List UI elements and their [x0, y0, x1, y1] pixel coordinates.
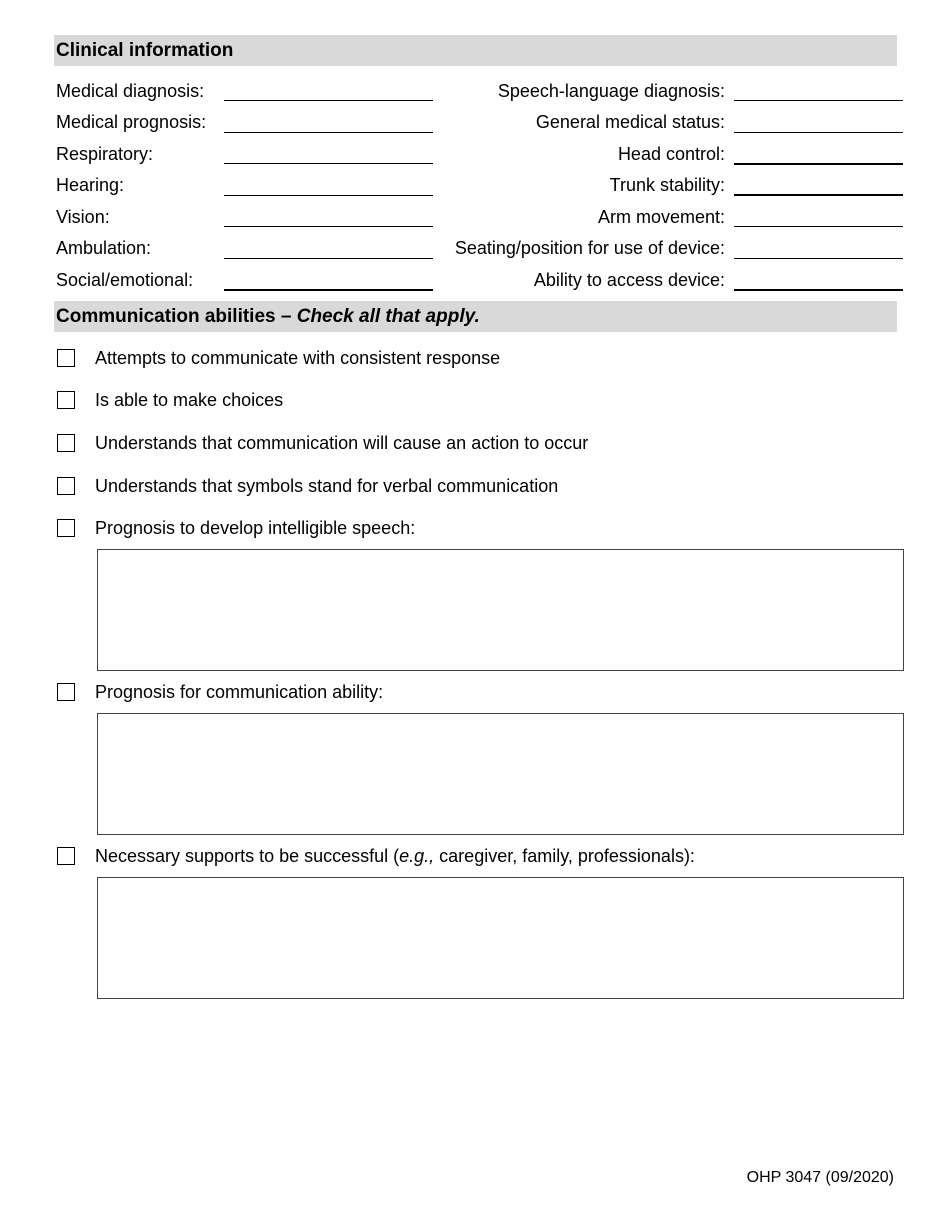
- ability-to-access-device-label: Ability to access device:: [533, 270, 725, 290]
- make-choices-label: Is able to make choices: [95, 390, 284, 410]
- intelligible-speech-textbox[interactable]: [97, 549, 904, 671]
- general-medical-status-field[interactable]: [734, 132, 903, 133]
- make-choices-checkbox[interactable]: [57, 391, 75, 409]
- necessary-supports-label: [95, 845, 695, 867]
- vision-label: Vision:: [56, 207, 110, 227]
- social-emotional-label: Social/emotional:: [56, 270, 194, 290]
- communication-ability-textbox[interactable]: [97, 713, 904, 835]
- symbols-label: Understands that symbols stand for verbal communication: [95, 476, 559, 496]
- necessary-supports-suffix: caregiver, family, professionals):: [434, 846, 695, 866]
- respiratory-field[interactable]: [224, 163, 433, 164]
- social-emotional-field[interactable]: [224, 289, 433, 291]
- ability-to-access-device-field[interactable]: [734, 289, 903, 291]
- medical-prognosis-label: Medical prognosis:: [56, 112, 207, 132]
- head-control-field[interactable]: [734, 163, 903, 165]
- seating-position-label: Seating/position for use of device:: [454, 238, 725, 258]
- speech-language-diagnosis-label: Speech-language diagnosis:: [497, 81, 725, 101]
- intelligible-speech-label: Prognosis to develop intelligible speech:: [95, 518, 416, 538]
- speech-language-diagnosis-field[interactable]: [734, 100, 903, 101]
- clinical-info-heading: Clinical information: [54, 35, 897, 66]
- symbols-checkbox[interactable]: [57, 477, 75, 495]
- trunk-stability-field[interactable]: [734, 194, 903, 196]
- hearing-label: Hearing:: [56, 175, 125, 195]
- communication-heading-main: Communication abilities –: [56, 306, 297, 327]
- consistent-response-checkbox[interactable]: [57, 349, 75, 367]
- trunk-stability-label: Trunk stability:: [609, 175, 725, 195]
- hearing-field[interactable]: [224, 195, 433, 196]
- communication-ability-checkbox[interactable]: [57, 683, 75, 701]
- head-control-label: Head control:: [617, 144, 725, 164]
- necessary-supports-eg: e.g.,: [399, 846, 435, 866]
- communication-heading-instruction: Check all that apply.: [296, 306, 480, 327]
- cause-action-label: Understands that communication will cause an action to occur: [95, 433, 589, 453]
- medical-diagnosis-label: Medical diagnosis:: [56, 81, 205, 101]
- vision-field[interactable]: [224, 226, 433, 227]
- necessary-supports-prefix: Necessary supports to be successful (: [95, 846, 400, 866]
- medical-prognosis-field[interactable]: [224, 132, 433, 133]
- consistent-response-label: Attempts to communicate with consistent response: [95, 348, 501, 368]
- ambulation-field[interactable]: [224, 258, 433, 259]
- cause-action-checkbox[interactable]: [57, 434, 75, 452]
- communication-abilities-heading: [54, 301, 897, 332]
- necessary-supports-textbox[interactable]: [97, 877, 904, 999]
- general-medical-status-label: General medical status:: [535, 112, 725, 132]
- necessary-supports-checkbox[interactable]: [57, 847, 75, 865]
- arm-movement-field[interactable]: [734, 226, 903, 227]
- form-id: OHP 3047 (09/2020): [746, 1169, 894, 1186]
- communication-ability-label: Prognosis for communication ability:: [95, 682, 384, 702]
- seating-position-field[interactable]: [734, 258, 903, 259]
- intelligible-speech-checkbox[interactable]: [57, 519, 75, 537]
- medical-diagnosis-field[interactable]: [224, 100, 433, 101]
- respiratory-label: Respiratory:: [56, 144, 154, 164]
- arm-movement-label: Arm movement:: [597, 207, 725, 227]
- ambulation-label: Ambulation:: [56, 238, 152, 258]
